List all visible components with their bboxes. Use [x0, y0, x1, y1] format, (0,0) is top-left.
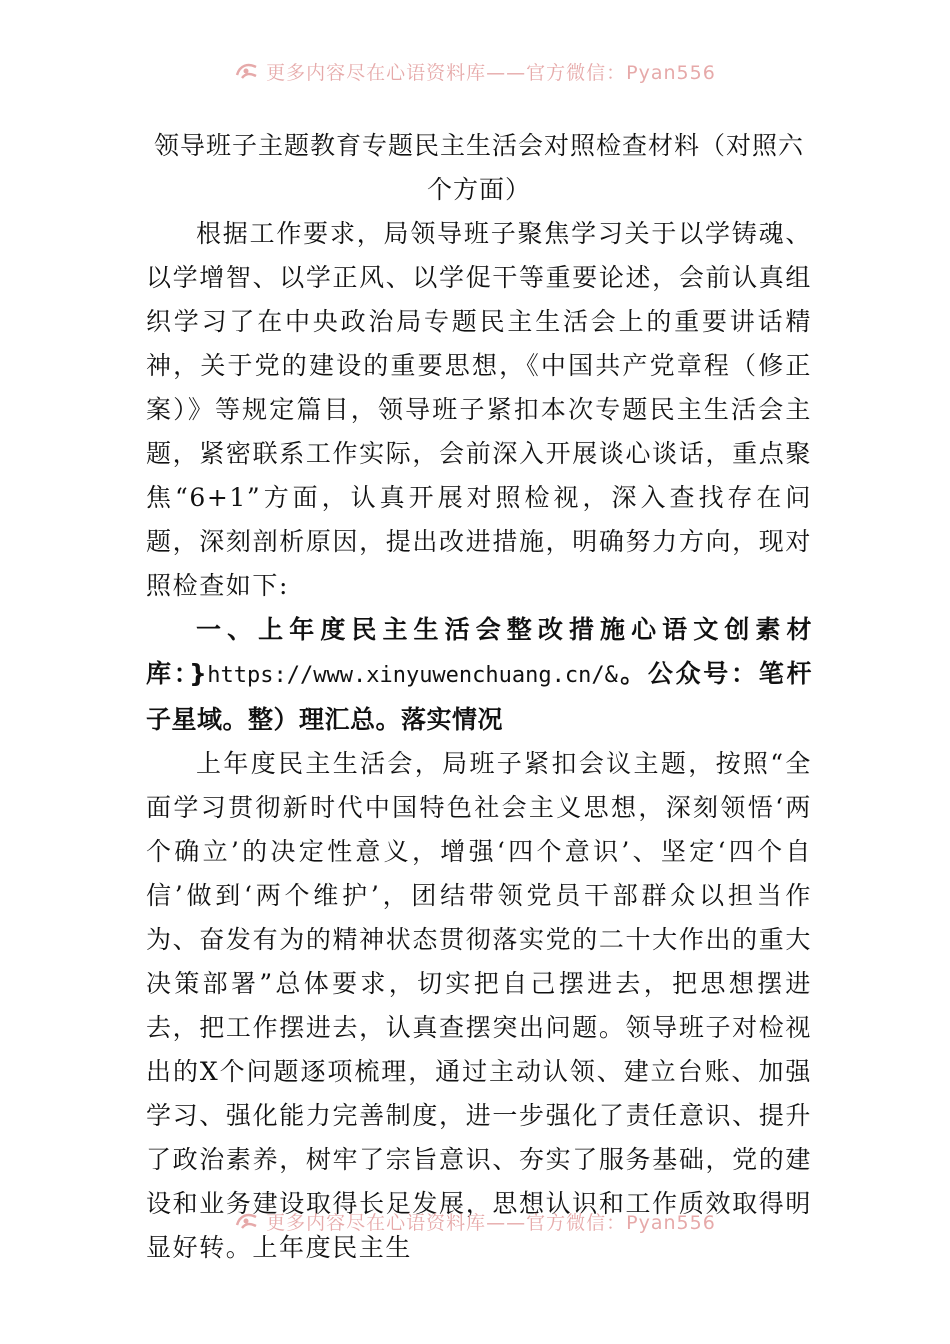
section-1-heading-text-2: 。公众号：笔杆子星域。整）理汇总。落实情况 — [146, 659, 812, 734]
watermark-header — [0, 58, 950, 86]
section-1-paragraph: 上年度民主生活会，局班子紧扣会议主题，按照“全面学习贯彻新时代中国特色社会主义思想，深刻领悟‘两个确立’的决定性意义，增强‘四个意识’、坚定‘四个自信’做到‘两个维护’，团结带领党员干部群众以担当作为、奋发有为的精神状态贯彻落实党的二十大作出的重大决策部署”总体要求，切实把自己摆进去，把思想摆进去，把工作摆进去，认真查摆突出问题。领导班子对检视出的X个问题逐项梳理，通过主动认领、建立台账、加强学习、强化能力完善制度，进一步强化了责任意识、提升了政治素养，树牢了宗旨意识、夯实了服务基础，党的建设和业务建设取得长足发展，思想认识和工作质效取得明显好转。上年度民主生 — [146, 749, 812, 1262]
document-title: 领导班子主题教育专题民主生活会对照检查材料（对照六个方面） — [153, 131, 804, 204]
section-1-heading — [146, 608, 812, 742]
section-1-heading-text: 一、上年度民主生活会整改措施心语文创素材库：} — [146, 615, 812, 688]
watermark-text: 更多内容尽在心语资料库——官方微信：Pyan556 — [266, 62, 716, 84]
intro-paragraph: 根据工作要求，局领导班子聚焦学习关于以学铸魂、以学增智、以学正风、以学促干等重要论述，会前认真组织学习了在中央政治局专题民主生活会上的重要讲话精神，关于党的建设的重要思想，《中国共产党章程（修正案）》等规定篇目，领导班子紧扣本次专题民主生活会主题，紧密联系工作实际，会前深入开展谈心谈话，重点聚焦“6+1”方面，认真开展对照检视，深入查找存在问题，深刻剖析原因，提出改进措施，明确努力方向，现对照检查如下: — [146, 219, 812, 600]
document-body — [146, 124, 812, 1270]
watermark-footer — [0, 1208, 950, 1236]
section-1-heading-url: https://www.xinyuwenchuang.cn/& — [207, 663, 618, 688]
watermark-logo-icon — [234, 61, 260, 86]
watermark-logo-icon — [234, 1211, 260, 1236]
watermark-text: 更多内容尽在心语资料库——官方微信：Pyan556 — [266, 1212, 716, 1234]
